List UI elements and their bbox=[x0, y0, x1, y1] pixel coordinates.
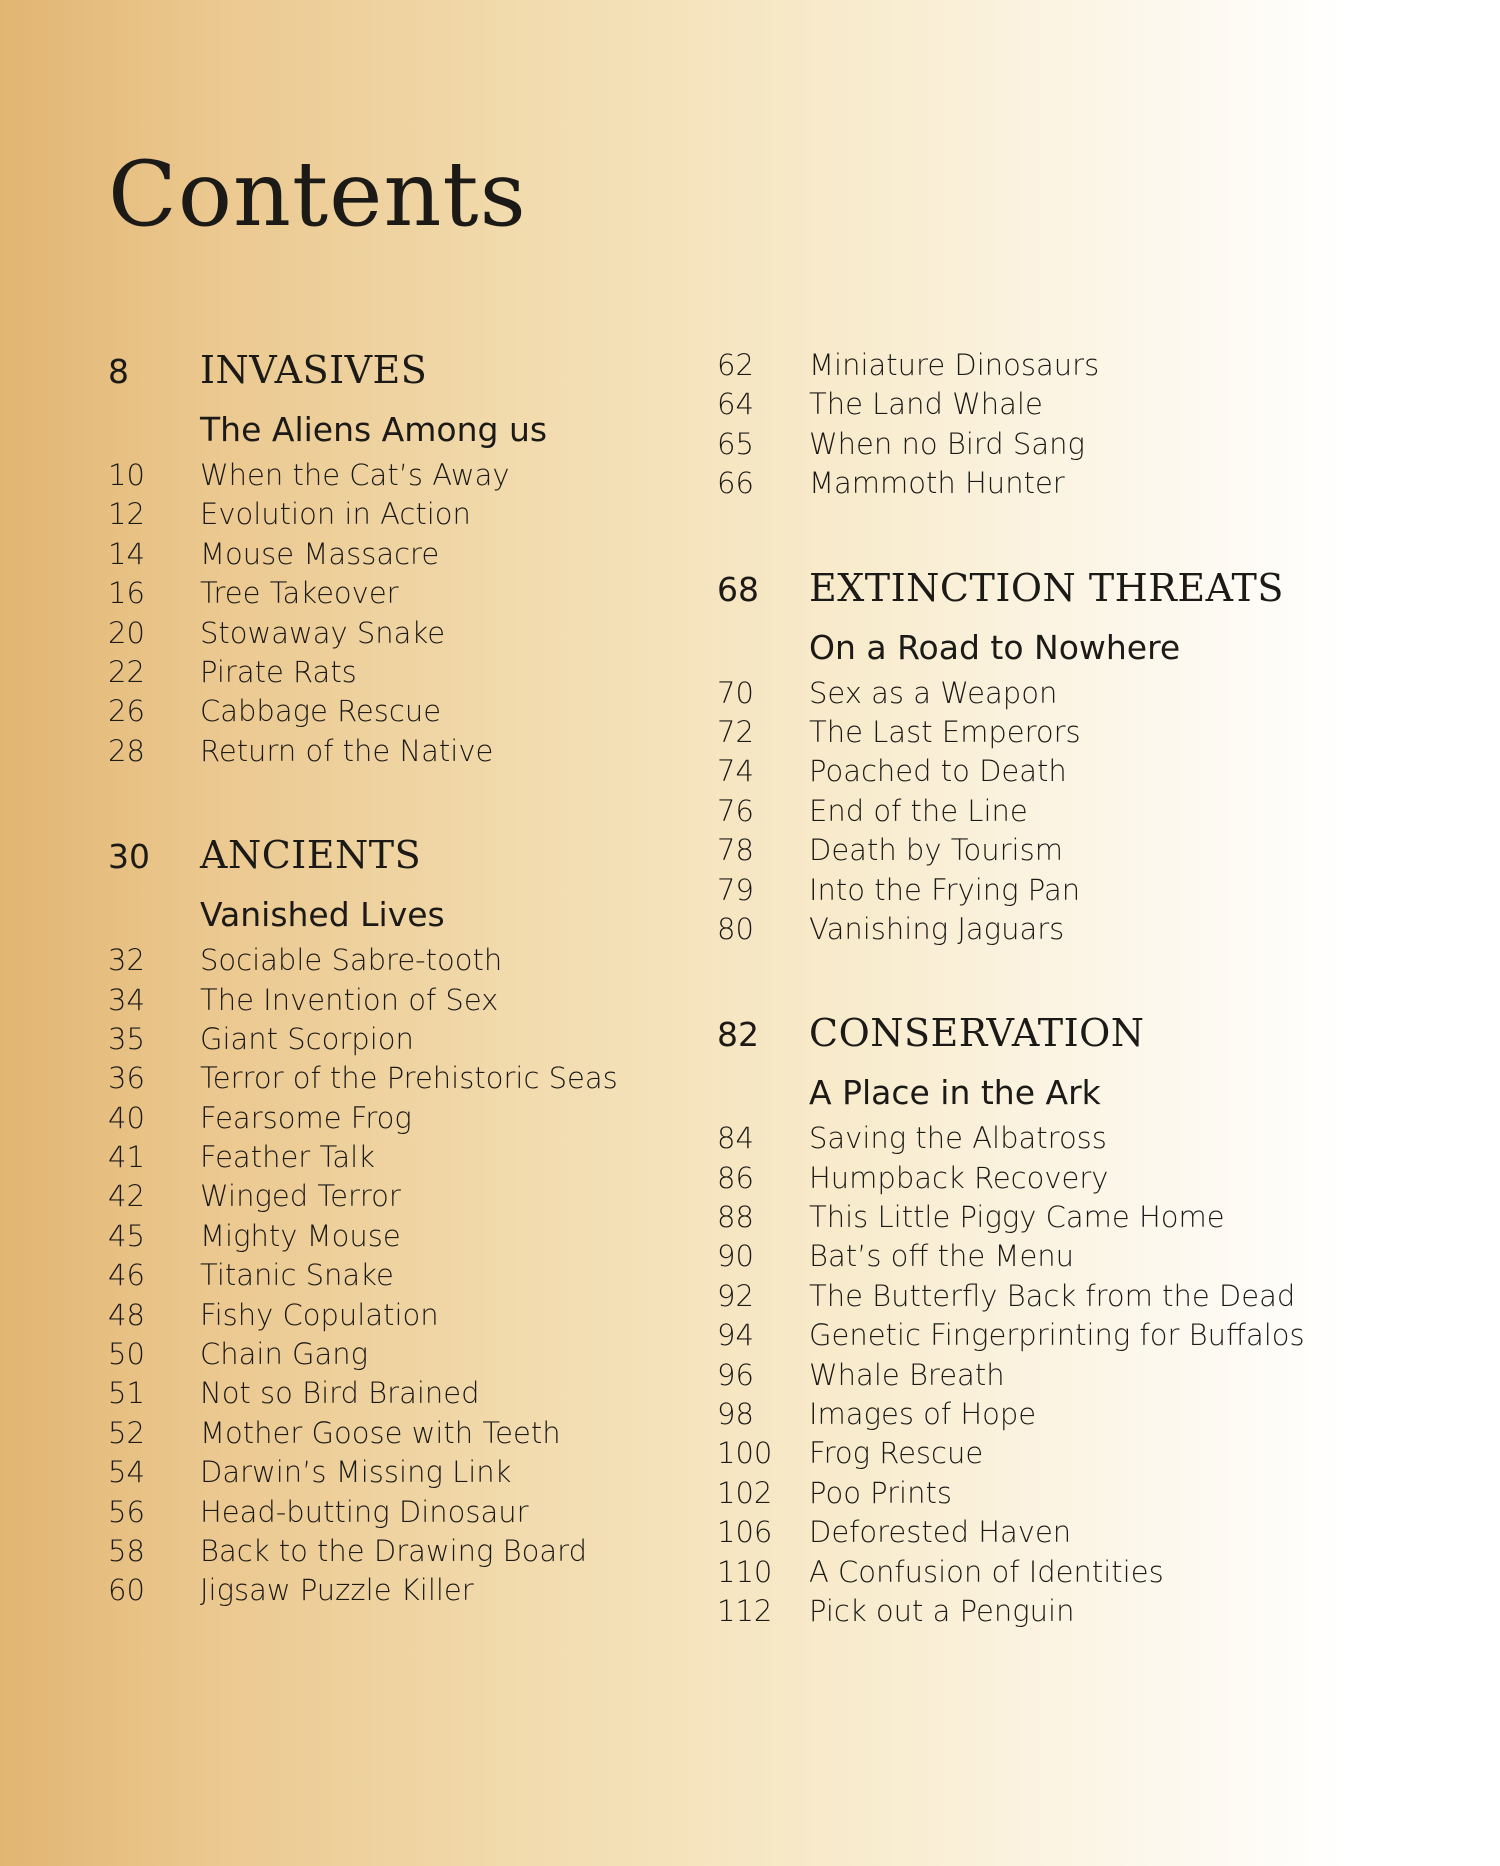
entry-page-number: 51 bbox=[108, 1376, 145, 1411]
toc-entry[interactable] bbox=[108, 1376, 748, 1415]
toc-entry[interactable] bbox=[717, 1239, 1357, 1278]
entry-title: Chain Gang bbox=[200, 1337, 369, 1372]
toc-entry[interactable] bbox=[717, 387, 1357, 426]
entry-title: Return of the Native bbox=[200, 733, 494, 768]
entry-page-number: 80 bbox=[717, 911, 754, 946]
toc-entry[interactable] bbox=[717, 873, 1357, 912]
entry-page-number: 110 bbox=[717, 1554, 773, 1589]
toc-entry[interactable] bbox=[717, 1200, 1357, 1239]
section-heading[interactable] bbox=[717, 1011, 1357, 1065]
entry-page-number: 42 bbox=[108, 1179, 145, 1214]
toc-entry[interactable] bbox=[108, 1258, 748, 1297]
entry-page-number: 79 bbox=[717, 872, 754, 907]
toc-section bbox=[108, 833, 748, 1613]
toc-entry[interactable] bbox=[717, 1515, 1357, 1554]
entry-title: Winged Terror bbox=[200, 1179, 401, 1214]
toc-entry[interactable] bbox=[717, 1121, 1357, 1160]
toc-entry[interactable] bbox=[108, 734, 748, 773]
entry-page-number: 26 bbox=[108, 694, 145, 729]
entry-title: Fishy Copulation bbox=[200, 1297, 439, 1332]
toc-entry[interactable] bbox=[108, 458, 748, 497]
entry-page-number: 14 bbox=[108, 536, 145, 571]
toc-entry[interactable] bbox=[108, 1337, 748, 1376]
entry-page-number: 100 bbox=[717, 1436, 773, 1471]
entry-page-number: 32 bbox=[108, 943, 145, 978]
toc-entry[interactable] bbox=[717, 1318, 1357, 1357]
entry-title: Mother Goose with Teeth bbox=[200, 1415, 561, 1450]
entry-title: Whale Breath bbox=[809, 1357, 1005, 1392]
entry-page-number: 88 bbox=[717, 1200, 754, 1235]
entry-title: Poo Prints bbox=[809, 1475, 952, 1510]
toc-entry[interactable] bbox=[717, 1436, 1357, 1475]
entry-page-number: 66 bbox=[717, 466, 754, 501]
entry-page-number: 12 bbox=[108, 497, 145, 532]
toc-entry[interactable] bbox=[108, 655, 748, 694]
toc-entry[interactable] bbox=[717, 1555, 1357, 1594]
entry-title: Stowaway Snake bbox=[200, 615, 446, 650]
toc-entry[interactable] bbox=[717, 427, 1357, 466]
entry-page-number: 28 bbox=[108, 733, 145, 768]
entry-page-number: 76 bbox=[717, 793, 754, 828]
toc-entry[interactable] bbox=[717, 1279, 1357, 1318]
entry-title: Back to the Drawing Board bbox=[200, 1533, 587, 1568]
toc-entry[interactable] bbox=[108, 616, 748, 655]
entry-title: Feather Talk bbox=[200, 1140, 375, 1175]
entry-page-number: 60 bbox=[108, 1573, 145, 1608]
section-title: EXTINCTION THREATS bbox=[809, 565, 1284, 610]
entry-page-number: 40 bbox=[108, 1100, 145, 1135]
entry-page-number: 45 bbox=[108, 1218, 145, 1253]
toc-entry[interactable] bbox=[108, 1061, 748, 1100]
entry-title: Pirate Rats bbox=[200, 654, 357, 689]
entry-title: Images of Hope bbox=[809, 1397, 1037, 1432]
entry-title: The Invention of Sex bbox=[200, 982, 499, 1017]
section-subtitle: The Aliens Among us bbox=[200, 410, 548, 449]
entry-page-number: 102 bbox=[717, 1475, 773, 1510]
section-title: ANCIENTS bbox=[200, 833, 422, 878]
entry-page-number: 84 bbox=[717, 1121, 754, 1156]
section-page-number: 68 bbox=[717, 569, 759, 609]
entry-page-number: 50 bbox=[108, 1337, 145, 1372]
toc-entry[interactable] bbox=[108, 1298, 748, 1337]
section-page-number: 30 bbox=[108, 837, 150, 877]
entry-title: Mouse Massacre bbox=[200, 536, 440, 571]
toc-entry[interactable] bbox=[717, 676, 1357, 715]
entry-title: Poached to Death bbox=[809, 754, 1067, 789]
toc-column-right bbox=[717, 348, 1357, 1633]
entry-title: Darwin’s Missing Link bbox=[200, 1455, 512, 1490]
entry-title: Humpback Recovery bbox=[809, 1160, 1109, 1195]
entry-title: The Last Emperors bbox=[809, 714, 1081, 749]
entry-title: Deforested Haven bbox=[809, 1515, 1072, 1550]
section-heading[interactable] bbox=[717, 566, 1357, 620]
entry-page-number: 41 bbox=[108, 1140, 145, 1175]
entry-page-number: 54 bbox=[108, 1455, 145, 1490]
toc-entry[interactable] bbox=[108, 1101, 748, 1140]
toc-entry[interactable] bbox=[108, 576, 748, 615]
entry-page-number: 62 bbox=[717, 348, 754, 382]
toc-entry[interactable] bbox=[108, 694, 748, 733]
entry-page-number: 16 bbox=[108, 576, 145, 611]
entry-page-number: 112 bbox=[717, 1593, 773, 1628]
entry-title: Pick out a Penguin bbox=[809, 1593, 1075, 1628]
entry-page-number: 46 bbox=[108, 1258, 145, 1293]
entry-page-number: 34 bbox=[108, 982, 145, 1017]
entry-page-number: 64 bbox=[717, 387, 754, 422]
entry-title: Giant Scorpion bbox=[200, 1021, 414, 1056]
toc-entry[interactable] bbox=[717, 1358, 1357, 1397]
toc-entry[interactable] bbox=[717, 794, 1357, 833]
toc-entry[interactable] bbox=[108, 1140, 748, 1179]
entry-title: Vanishing Jaguars bbox=[809, 911, 1065, 946]
entry-title: Head-butting Dinosaur bbox=[200, 1494, 529, 1529]
entry-page-number: 90 bbox=[717, 1239, 754, 1274]
entry-title: Genetic Fingerprinting for Buffalos bbox=[809, 1318, 1305, 1353]
section-title: INVASIVES bbox=[200, 348, 428, 392]
section-subtitle: On a Road to Nowhere bbox=[809, 627, 1181, 667]
toc-entry[interactable] bbox=[717, 1397, 1357, 1436]
section-page-number: 82 bbox=[717, 1015, 759, 1055]
toc-entry[interactable] bbox=[108, 1455, 748, 1494]
section-title: CONSERVATION bbox=[809, 1011, 1145, 1056]
toc-section bbox=[717, 348, 1357, 506]
toc-entry[interactable] bbox=[108, 1534, 748, 1573]
toc-entry[interactable] bbox=[108, 1416, 748, 1455]
page-title: Contents bbox=[108, 142, 527, 247]
toc-entry[interactable] bbox=[717, 348, 1357, 387]
entry-title: Evolution in Action bbox=[200, 497, 471, 532]
section-subtitle: Vanished Lives bbox=[200, 895, 445, 935]
toc-entry[interactable] bbox=[717, 1476, 1357, 1515]
entry-title: Sociable Sabre-tooth bbox=[200, 943, 503, 978]
toc-entry[interactable] bbox=[108, 1219, 748, 1258]
entry-title: Mighty Mouse bbox=[200, 1218, 401, 1253]
entry-title: The Land Whale bbox=[809, 387, 1043, 422]
entry-page-number: 72 bbox=[717, 714, 754, 749]
entry-page-number: 70 bbox=[717, 675, 754, 710]
toc-column-left bbox=[108, 348, 748, 1613]
toc-entry[interactable] bbox=[108, 1179, 748, 1218]
entry-page-number: 92 bbox=[717, 1278, 754, 1313]
toc-entry[interactable] bbox=[108, 1022, 748, 1061]
entry-title: Terror of the Prehistoric Seas bbox=[200, 1061, 618, 1096]
toc-entry[interactable] bbox=[717, 754, 1357, 793]
entry-page-number: 94 bbox=[717, 1318, 754, 1353]
entry-title: Jigsaw Puzzle Killer bbox=[200, 1573, 474, 1608]
entry-page-number: 96 bbox=[717, 1357, 754, 1392]
toc-section bbox=[717, 566, 1357, 952]
entry-title: A Confusion of Identities bbox=[809, 1554, 1164, 1589]
section-heading[interactable] bbox=[108, 348, 748, 402]
entry-title: Sex as a Weapon bbox=[809, 675, 1058, 710]
toc-section bbox=[108, 348, 748, 773]
toc-entry[interactable] bbox=[108, 943, 748, 982]
toc-entry[interactable] bbox=[717, 715, 1357, 754]
entry-title: The Butterfly Back from the Dead bbox=[809, 1278, 1296, 1313]
toc-entry[interactable] bbox=[717, 912, 1357, 951]
entry-page-number: 48 bbox=[108, 1297, 145, 1332]
entry-title: Mammoth Hunter bbox=[809, 466, 1065, 501]
toc-section bbox=[717, 1011, 1357, 1633]
entry-title: Into the Frying Pan bbox=[809, 872, 1081, 907]
entry-page-number: 106 bbox=[717, 1515, 773, 1550]
section-heading[interactable] bbox=[108, 833, 748, 887]
toc-entry[interactable] bbox=[717, 833, 1357, 872]
entry-title: Death by Tourism bbox=[809, 833, 1063, 868]
entry-title: This Little Piggy Came Home bbox=[809, 1200, 1225, 1235]
toc-entry[interactable] bbox=[108, 983, 748, 1022]
entry-page-number: 36 bbox=[108, 1061, 145, 1096]
entry-title: Not so Bird Brained bbox=[200, 1376, 480, 1411]
section-page-number: 8 bbox=[108, 352, 129, 391]
entry-page-number: 65 bbox=[717, 426, 754, 461]
toc-entry[interactable] bbox=[717, 1161, 1357, 1200]
toc-entry[interactable] bbox=[108, 537, 748, 576]
entry-page-number: 10 bbox=[108, 458, 145, 492]
entry-title: Titanic Snake bbox=[200, 1258, 394, 1293]
entry-title: Tree Takeover bbox=[200, 576, 399, 611]
entry-title: End of the Line bbox=[809, 793, 1028, 828]
entry-page-number: 78 bbox=[717, 833, 754, 868]
entry-title: Miniature Dinosaurs bbox=[809, 348, 1100, 382]
entry-title: Cabbage Rescue bbox=[200, 694, 442, 729]
section-subtitle: A Place in the Ark bbox=[809, 1073, 1101, 1113]
entry-title: When no Bird Sang bbox=[809, 426, 1085, 461]
entry-page-number: 52 bbox=[108, 1415, 145, 1450]
entry-page-number: 35 bbox=[108, 1021, 145, 1056]
entry-title: When the Cat’s Away bbox=[200, 458, 510, 492]
entry-title: Fearsome Frog bbox=[200, 1100, 412, 1135]
entry-title: Bat’s off the Menu bbox=[809, 1239, 1075, 1274]
entry-title: Saving the Albatross bbox=[809, 1121, 1107, 1156]
toc-entry[interactable] bbox=[108, 1573, 748, 1612]
toc-entry[interactable] bbox=[717, 1594, 1357, 1633]
entry-page-number: 86 bbox=[717, 1160, 754, 1195]
entry-page-number: 20 bbox=[108, 615, 145, 650]
entry-title: Frog Rescue bbox=[809, 1436, 984, 1471]
toc-entry[interactable] bbox=[108, 497, 748, 536]
entry-page-number: 74 bbox=[717, 754, 754, 789]
entry-page-number: 98 bbox=[717, 1397, 754, 1432]
entry-page-number: 56 bbox=[108, 1494, 145, 1529]
entry-page-number: 22 bbox=[108, 654, 145, 689]
toc-entry[interactable] bbox=[108, 1495, 748, 1534]
entry-page-number: 58 bbox=[108, 1533, 145, 1568]
toc-entry[interactable] bbox=[717, 466, 1357, 505]
